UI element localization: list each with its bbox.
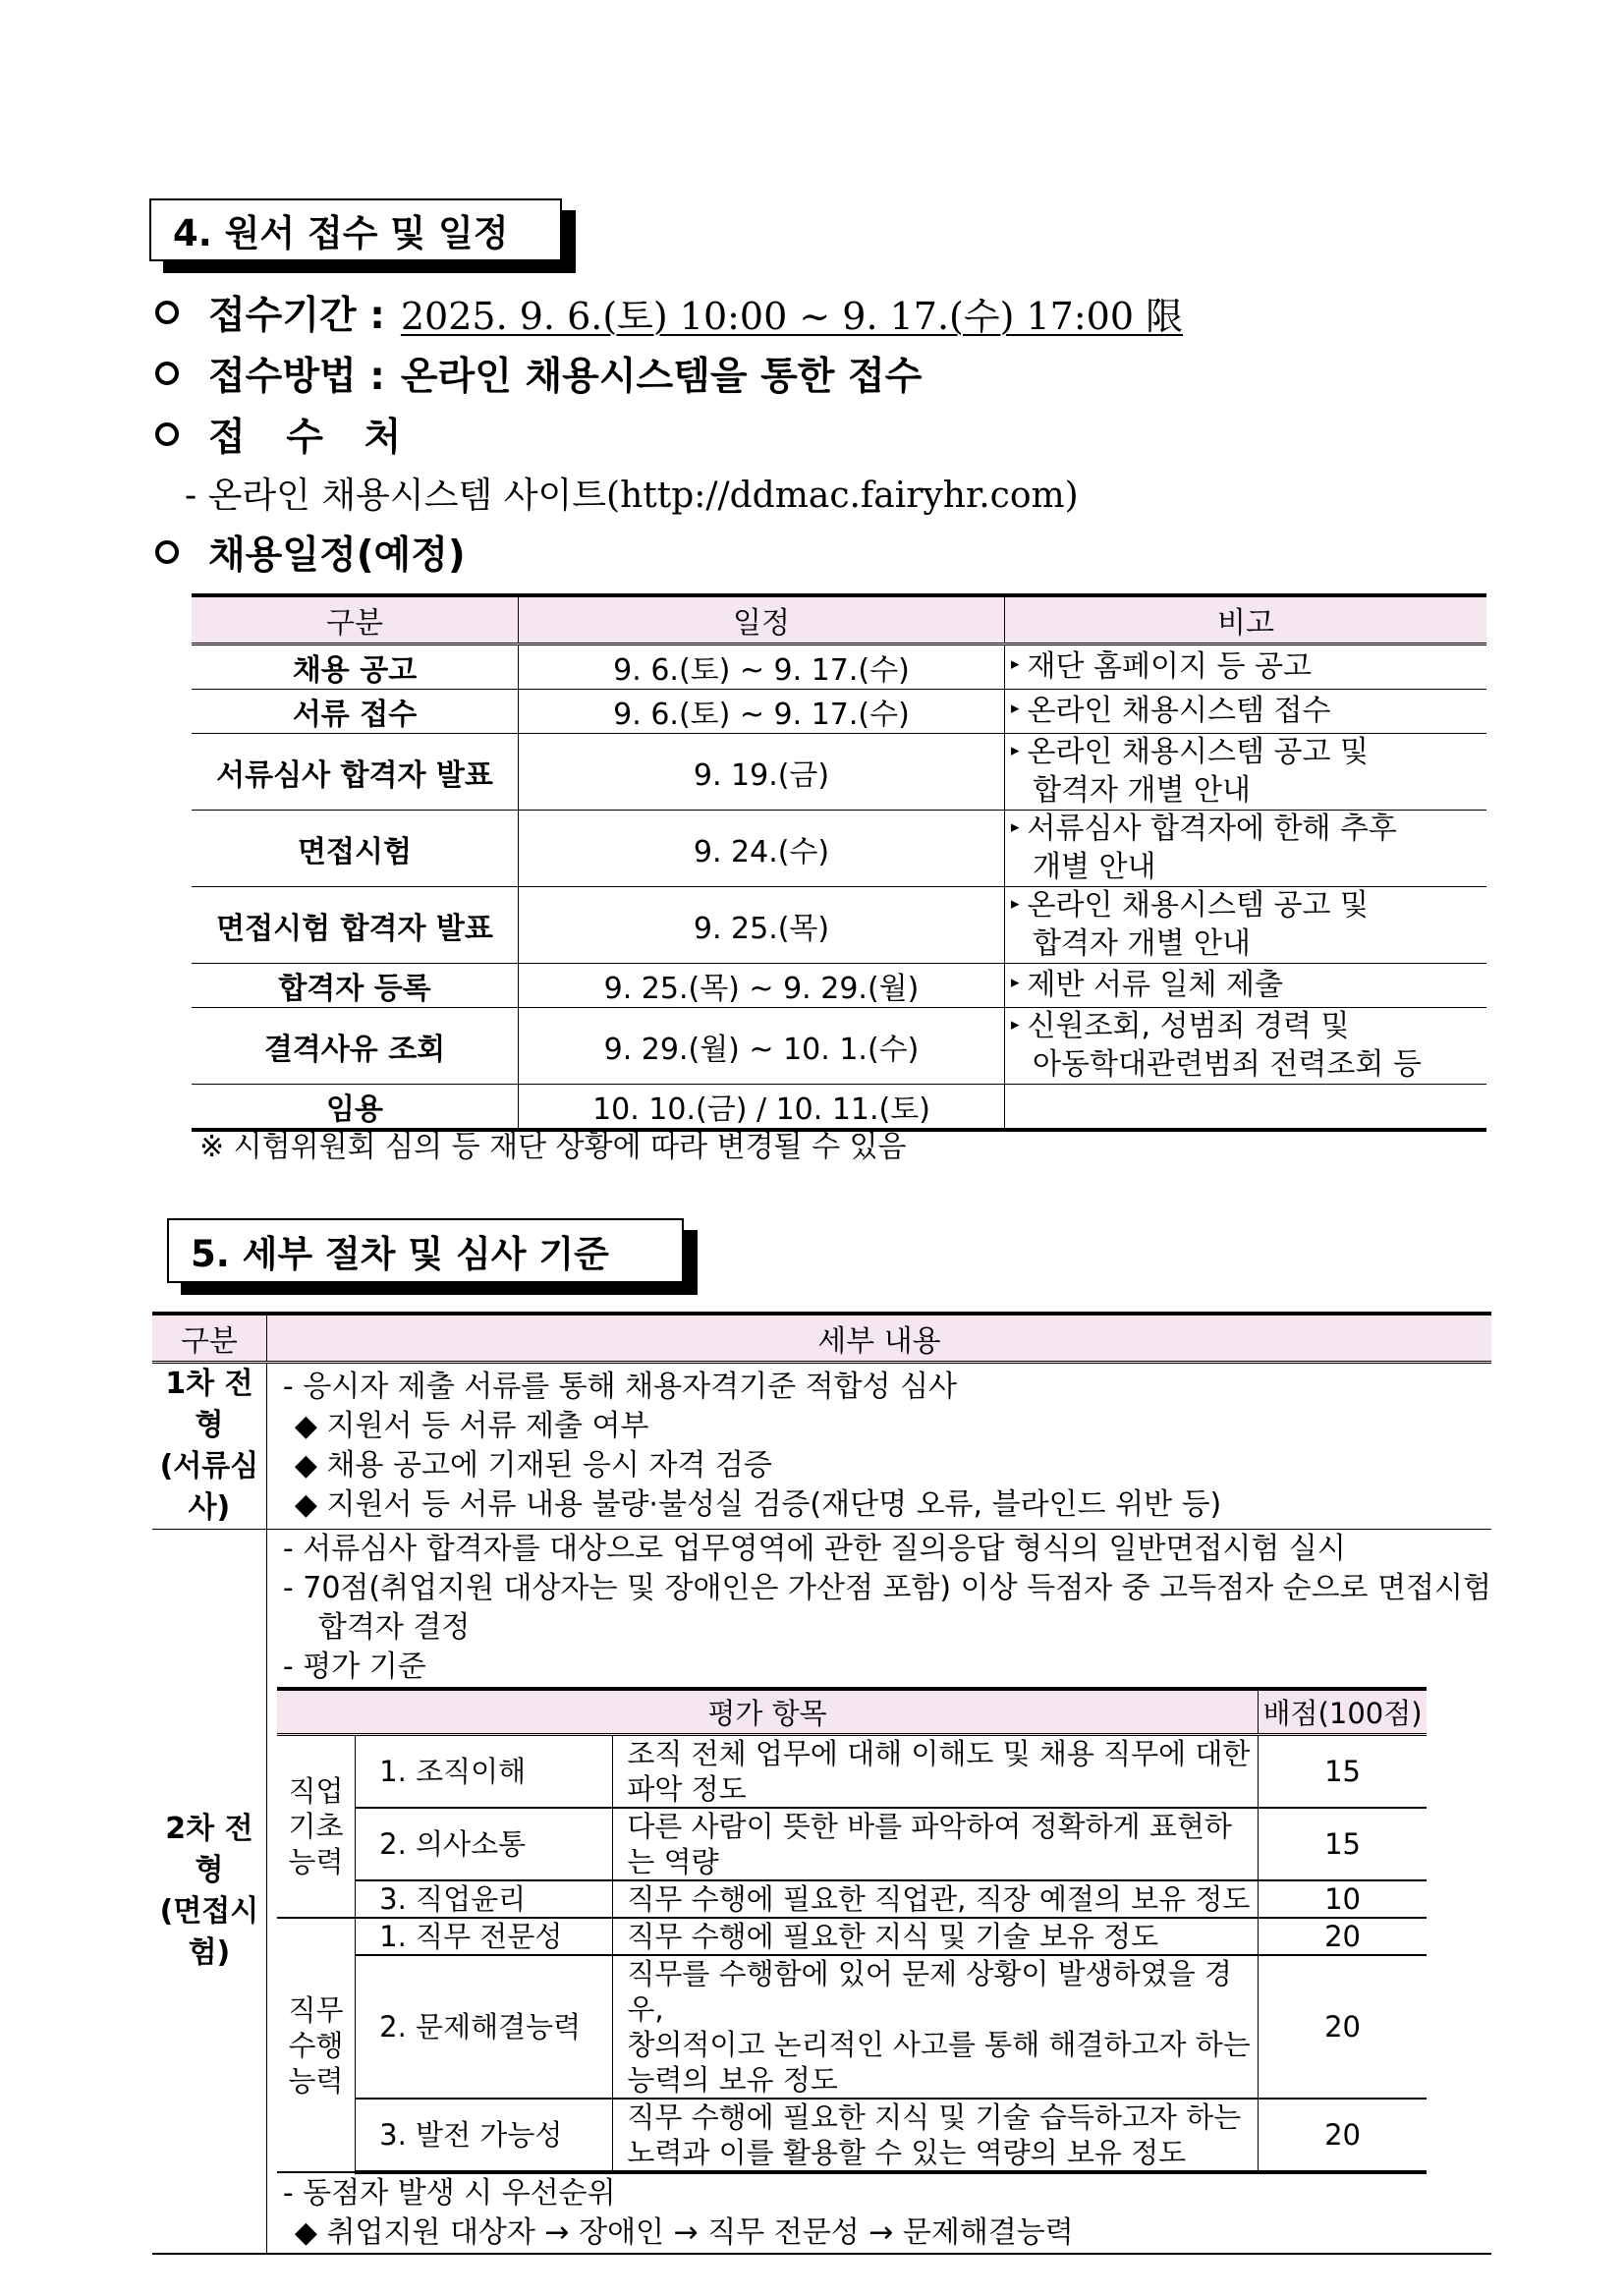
row-date: 9. 6.(토) ~ 9. 17.(수) [519, 690, 1005, 734]
note-line: 합격자 개별 안내 [1033, 925, 1251, 961]
stage-label-line: 2차 전형 [165, 1812, 253, 1887]
eval-category [277, 1735, 356, 1919]
triangle-bullet-icon: ▸ [1011, 654, 1020, 675]
desc-line: 조직 전체 업무에 대해 이해도 및 채용 직무에 대한 [627, 1737, 1251, 1770]
eval-item: 2. 의사소통 [356, 1808, 613, 1880]
table-row [192, 734, 1486, 811]
row-note [1005, 964, 1487, 1008]
stage-2-details [266, 1530, 1491, 2255]
eval-desc [613, 1735, 1259, 1809]
eval-item: 3. 직업윤리 [356, 1880, 613, 1918]
row-note [1005, 1085, 1487, 1131]
stage-1-details [266, 1363, 1491, 1530]
stage-label-line: (면접시험) [159, 1894, 259, 1970]
eval-score: 15 [1259, 1808, 1427, 1880]
eval-score: 20 [1259, 2099, 1427, 2172]
section-5-title: 5. 세부 절차 및 심사 기준 [191, 1233, 609, 1275]
stage-2-row [152, 1530, 1491, 2255]
method-value: 온라인 채용시스템을 통한 접수 [400, 355, 923, 399]
eval-item: 1. 직무 전문성 [356, 1918, 613, 1955]
stage-label-line: (서류심사) [159, 1449, 259, 1525]
triangle-bullet-icon: ▸ [1011, 816, 1020, 837]
row-label: 면접시험 [192, 811, 519, 887]
stage-1-row [152, 1363, 1491, 1530]
detail-line: ◆ 취업지원 대상자 → 장애인 → 직무 전문성 → 문제해결능력 [294, 2215, 1074, 2250]
row-note [1005, 887, 1487, 964]
desc-line: 직무를 수행함에 있어 문제 상황이 발생하였을 경우, [627, 1957, 1232, 2026]
row-label: 결격사유 조회 [192, 1008, 519, 1085]
desc-line: 능력의 보유 정도 [627, 2063, 838, 2097]
section-4-title: 4. 원서 접수 및 일정 [173, 212, 509, 254]
stage-1-label [152, 1363, 266, 1530]
row-note [1005, 1008, 1487, 1085]
detail-line: - 동점자 발생 시 우선순위 [282, 2176, 616, 2211]
note-line: 서류심사 합격자에 한해 추후 [1027, 812, 1397, 847]
table-row [192, 1008, 1486, 1085]
desc-line: 노력과 이를 활용할 수 있는 역량의 보유 정도 [627, 2136, 1187, 2169]
application-method [155, 346, 922, 401]
note-line: 아동학대관련범죄 전력조회 등 [1033, 1046, 1422, 1082]
eval-desc [613, 1880, 1259, 1918]
note-line: 온라인 채용시스템 공고 및 [1027, 735, 1369, 770]
detail-table [152, 1312, 1491, 2255]
desc-line: 창의적이고 논리적인 사고를 통해 해결하고자 하는 [627, 2028, 1251, 2061]
detail-line: ◆ 지원서 등 서류 제출 여부 [294, 1409, 649, 1443]
schedule-header-row [192, 595, 1486, 644]
category-line: 직업 [288, 1774, 344, 1808]
circle-bullet-icon [155, 301, 179, 324]
eval-row [277, 1735, 1427, 1809]
note-line: 신원조회, 성범죄 경력 및 [1027, 1009, 1350, 1044]
eval-item: 2. 문제해결능력 [356, 1955, 613, 2099]
section-5-title-box [167, 1218, 684, 1283]
row-note [1005, 811, 1487, 887]
application-period [155, 285, 1183, 340]
eval-row [277, 2099, 1427, 2172]
eval-score: 20 [1259, 1918, 1427, 1955]
eval-category [277, 1918, 356, 2172]
eval-desc [613, 1955, 1259, 2099]
detail-header-row [152, 1314, 1491, 1363]
triangle-bullet-icon: ▸ [1011, 1014, 1020, 1035]
row-label: 임용 [192, 1085, 519, 1131]
note-line: 합격자 개별 안내 [1033, 772, 1251, 808]
note-line: 제반 서류 일체 제출 [1027, 967, 1283, 1002]
row-date: 9. 25.(목) [519, 887, 1005, 964]
detail-line: - 서류심사 합격자를 대상으로 업무영역에 관한 질의응답 형식의 일반면접시험 실시 [282, 1532, 1346, 1566]
eval-score: 10 [1259, 1880, 1427, 1918]
category-line: 기초 [288, 1810, 344, 1843]
eval-row [277, 1880, 1427, 1918]
place-label: 접 수 처 [208, 416, 416, 460]
schedule-heading [155, 525, 466, 580]
row-label: 합격자 등록 [192, 964, 519, 1008]
header-note: 비고 [1005, 595, 1487, 644]
eval-score: 20 [1259, 1955, 1427, 2099]
header-date: 일정 [519, 595, 1005, 644]
desc-line: 직무 수행에 필요한 지식 및 기술 보유 정도 [627, 1920, 1159, 1953]
eval-header-item: 평가 항목 [277, 1689, 1259, 1735]
header-details: 세부 내용 [266, 1314, 1491, 1363]
eval-item: 1. 조직이해 [356, 1735, 613, 1809]
section-4-title-box [149, 198, 562, 261]
method-label: 접수방법 : [208, 355, 385, 399]
circle-bullet-icon [155, 362, 179, 385]
desc-line: 직무 수행에 필요한 직업관, 직장 예절의 보유 정도 [627, 1882, 1251, 1916]
eval-desc [613, 2099, 1259, 2172]
detail-line: ◆ 지원서 등 서류 내용 불량·불성실 검증(재단명 오류, 블라인드 위반 등) [294, 1487, 1222, 1522]
row-note [1005, 690, 1487, 734]
row-date: 10. 10.(금) / 10. 11.(토) [519, 1085, 1005, 1131]
triangle-bullet-icon: ▸ [1011, 973, 1020, 993]
row-date: 9. 19.(금) [519, 734, 1005, 811]
stage-label-line: 1차 전형 [165, 1367, 253, 1442]
note-line: 온라인 채용시스템 접수 [1027, 693, 1331, 728]
period-label: 접수기간 : [208, 294, 385, 338]
table-row [192, 644, 1486, 690]
category-line: 수행 [288, 2028, 344, 2062]
row-label: 서류 접수 [192, 690, 519, 734]
desc-line: 다른 사람이 뜻한 바를 파악하여 정확하게 표현하는 역량 [627, 1810, 1232, 1878]
application-place [155, 407, 415, 462]
stage-2-label [152, 1530, 266, 2255]
eval-row [277, 1918, 1427, 1955]
row-date: 9. 29.(월) ~ 10. 1.(수) [519, 1008, 1005, 1085]
detail-line: - 평가 기준 [282, 1650, 426, 1684]
row-label: 면접시험 합격자 발표 [192, 887, 519, 964]
category-line: 직무 [288, 1992, 344, 2027]
eval-item: 3. 발전 가능성 [356, 2099, 613, 2172]
row-label: 서류심사 합격자 발표 [192, 734, 519, 811]
circle-bullet-icon [155, 540, 179, 564]
row-note [1005, 734, 1487, 811]
table-row [192, 811, 1486, 887]
schedule-table [192, 593, 1486, 1132]
detail-line: 합격자 결정 [317, 1610, 471, 1645]
eval-desc [613, 1918, 1259, 1955]
eval-score: 15 [1259, 1735, 1427, 1809]
eval-desc [613, 1808, 1259, 1880]
category-line: 능력 [288, 1845, 344, 1878]
note-line: 온라인 채용시스템 공고 및 [1027, 888, 1369, 924]
evaluation-table [277, 1687, 1427, 2174]
header-category: 구분 [192, 595, 519, 644]
place-value: - 온라인 채용시스템 사이트(http://ddmac.fairyhr.com) [185, 476, 1079, 516]
triangle-bullet-icon: ▸ [1011, 699, 1020, 719]
table-row [192, 887, 1486, 964]
note-line: 재단 홈페이지 등 공고 [1027, 648, 1312, 684]
schedule-footnote: ※ 시험위원회 심의 등 재단 상황에 따라 변경될 수 있음 [199, 1130, 907, 1164]
desc-line: 직무 수행에 필요한 지식 및 기술 습득하고자 하는 [627, 2100, 1242, 2134]
triangle-bullet-icon: ▸ [1011, 740, 1020, 760]
eval-row [277, 1955, 1427, 2099]
triangle-bullet-icon: ▸ [1011, 893, 1020, 914]
header-category: 구분 [152, 1314, 266, 1363]
detail-line: ◆ 채용 공고에 기재된 응시 자격 검증 [294, 1448, 772, 1483]
eval-header-score: 배점(100점) [1259, 1689, 1427, 1735]
table-row [192, 690, 1486, 734]
note-line: 개별 안내 [1033, 849, 1156, 884]
schedule-label: 채용일정(예정) [208, 533, 466, 578]
period-value: 2025. 9. 6.(토) 10:00 ~ 9. 17.(수) 17:00 限 [400, 294, 1184, 338]
desc-line: 파악 정도 [627, 1772, 747, 1806]
row-date: 9. 25.(목) ~ 9. 29.(월) [519, 964, 1005, 1008]
category-line: 능력 [288, 2063, 344, 2098]
row-date: 9. 6.(토) ~ 9. 17.(수) [519, 644, 1005, 690]
row-date: 9. 24.(수) [519, 811, 1005, 887]
evaluation-header-row [277, 1689, 1427, 1735]
row-label: 채용 공고 [192, 644, 519, 690]
table-row [192, 964, 1486, 1008]
detail-line: - 70점(취업지원 대상자는 및 장애인은 가산점 포함) 이상 득점자 중 고득점자 순으로 면접시험 [282, 1571, 1491, 1605]
detail-line: - 응시자 제출 서류를 통해 채용자격기준 적합성 심사 [282, 1370, 958, 1404]
row-note [1005, 644, 1487, 690]
circle-bullet-icon [155, 422, 179, 446]
eval-row [277, 1808, 1427, 1880]
